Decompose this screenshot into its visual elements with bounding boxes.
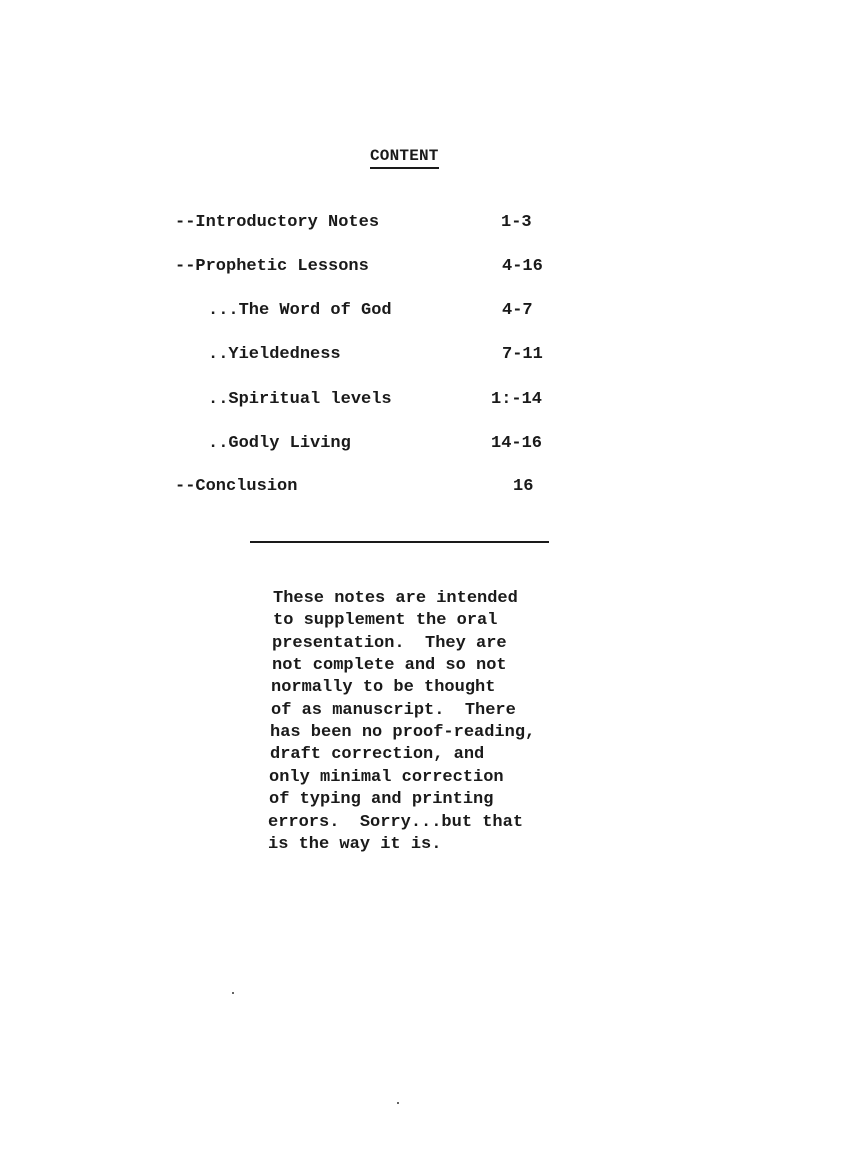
toc-label: ..Spiritual levels xyxy=(208,390,392,409)
toc-row-yieldedness xyxy=(0,343,850,367)
scan-speck xyxy=(397,1102,399,1104)
note-line: to supplement the oral xyxy=(273,611,498,630)
note-line: has been no proof-reading, xyxy=(270,723,536,742)
toc-row-spiritual-levels xyxy=(0,388,850,412)
toc-row-introductory-notes xyxy=(0,211,850,235)
note-line: errors. Sorry...but that xyxy=(268,813,524,832)
toc-pages: 1:-14 xyxy=(491,390,543,409)
note-line: only minimal correction xyxy=(269,768,504,787)
toc-pages: 14-16 xyxy=(491,434,543,453)
scan-speck xyxy=(232,992,234,994)
note-line: of as manuscript. There xyxy=(271,701,516,720)
toc-pages: 1-3 xyxy=(501,213,532,232)
divider xyxy=(250,541,549,543)
toc-label: --Conclusion xyxy=(175,477,298,496)
toc-pages: 4-16 xyxy=(502,257,543,276)
page-title: CONTENT xyxy=(370,146,439,169)
toc-label: ..Godly Living xyxy=(208,434,351,453)
toc-row-godly-living xyxy=(0,432,850,456)
note-line: of typing and printing xyxy=(269,790,494,809)
note-line: not complete and so not xyxy=(272,656,507,675)
note-line: draft correction, and xyxy=(270,745,485,764)
note-line: These notes are intended xyxy=(273,589,518,608)
toc-label: ...The Word of God xyxy=(208,301,392,320)
note-line: normally to be thought xyxy=(271,678,496,697)
note-line: presentation. They are xyxy=(272,634,507,653)
toc-pages: 16 xyxy=(513,477,534,496)
toc-pages: 7-11 xyxy=(502,345,543,364)
note-line: is the way it is. xyxy=(268,835,442,854)
toc-row-prophetic-lessons xyxy=(0,255,850,279)
toc-label: --Introductory Notes xyxy=(175,213,380,232)
toc-row-word-of-god xyxy=(0,299,850,323)
toc-pages: 4-7 xyxy=(502,301,533,320)
toc-label: ..Yieldedness xyxy=(208,345,341,364)
toc-row-conclusion xyxy=(0,475,850,499)
toc-label: --Prophetic Lessons xyxy=(175,257,369,276)
